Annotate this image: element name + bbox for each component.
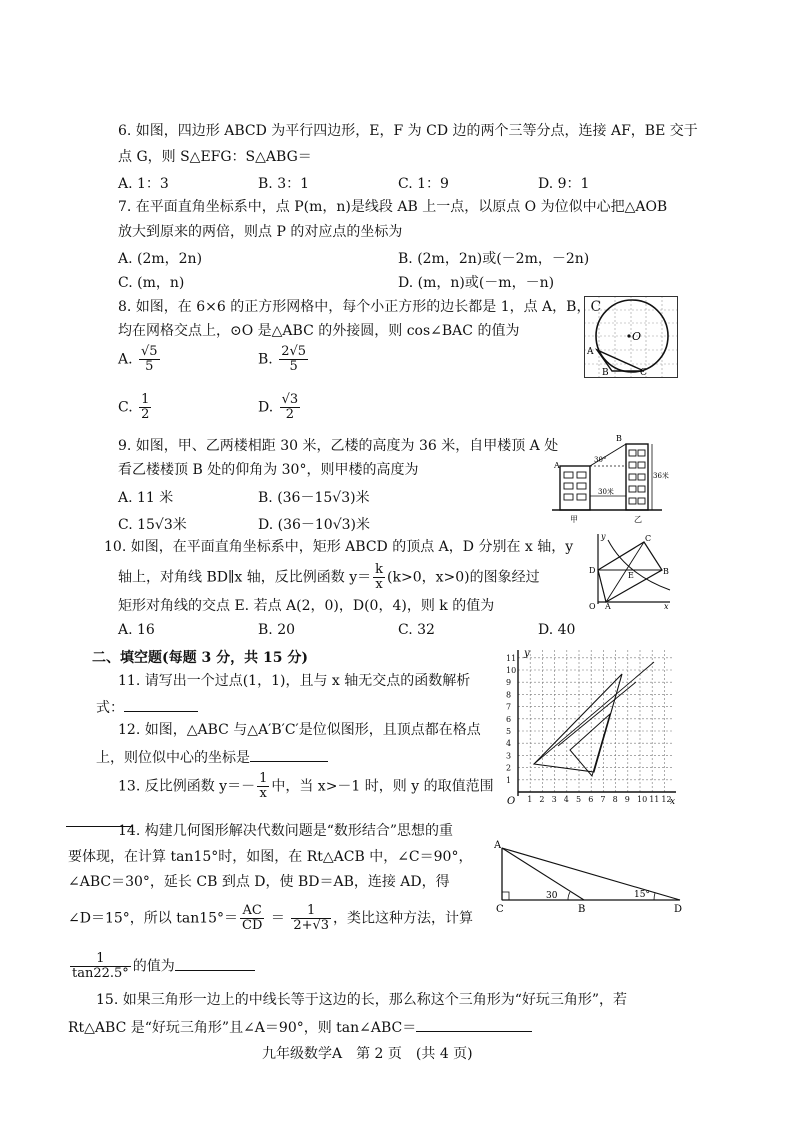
q10-label-o: O: [589, 602, 596, 610]
q14-figure: [494, 836, 686, 916]
q8-label-a: A: [587, 347, 594, 357]
q10-label-b: B: [663, 567, 669, 576]
page-footer: 九年级数学A 第 2 页 (共 4 页): [262, 1046, 473, 1062]
grid-x-tick-label: 2: [539, 795, 545, 804]
q8-line1: 8. 如图，在 6×6 的正方形网格中，每个小正方形的边长都是 1，点 A，B，C: [118, 299, 602, 315]
q14-label-angle15: 15°: [634, 890, 650, 900]
q9-option-d: D. (36－10√3)米: [258, 517, 371, 533]
q9-option-b: B. (36－15√3)米: [258, 490, 370, 506]
grid-y-tick-label: 7: [506, 702, 512, 712]
q10-label-c: C: [645, 534, 652, 543]
grid-x-tick-label: 7: [600, 795, 606, 804]
q8-label-c: C: [640, 368, 647, 378]
q8-option-c: C. $\frac{1}{2}$: [118, 392, 150, 422]
grid-x-tick-label: 11: [649, 795, 660, 804]
grid-x-tick-label: 9: [624, 795, 630, 804]
grid-y-tick-label: 4: [506, 739, 512, 749]
q7-option-b: B. (2m，2n)或(－2m，－2n): [398, 251, 590, 267]
q8-label-o: O: [632, 330, 642, 343]
q7-option-d: D. (m，n)或(－m，－n): [398, 275, 555, 291]
q10-figure: [586, 530, 672, 610]
grid-x-tick-label: 3: [551, 795, 557, 804]
q9-line2: 看乙楼楼顶 B 处的仰角为 30°，则甲楼的高度为: [118, 462, 419, 478]
q10-label-y: y: [601, 532, 606, 541]
q15-answer-blank[interactable]: [416, 1017, 532, 1032]
q6-option-b: B. 3：1: [258, 176, 310, 192]
q8-label-b: B: [602, 368, 609, 378]
q11-answer-blank[interactable]: [124, 697, 198, 712]
grid-x-tick-label: 8: [612, 795, 618, 804]
grid-x-tick-label: 12: [661, 795, 672, 804]
q14-line4: ∠D＝15°，所以 tan15°＝ $\frac{AC}{CD}$ ＝ $\frac{1}{2+√3}$ ，类比这种方法，计算: [68, 903, 474, 933]
grid-x-tick-label: 4: [563, 795, 569, 804]
q14-label-d: D: [674, 904, 683, 915]
grid-y-tick-label: 3: [506, 751, 512, 761]
grid-y-tick-label: 1: [506, 775, 512, 785]
q9-option-c: C. 15√3米: [118, 517, 187, 533]
grid-y-tick-label: 10: [506, 666, 517, 675]
q11-line1: 11. 请写出一个过点(1，1)，且与 x 轴无交点的函数解析: [118, 673, 471, 689]
q11-line2: 式：: [96, 697, 198, 717]
q15-line1: 15. 如果三角形一边上的中线长等于这边的长，那么称这个三角形为“好玩三角形”，若: [96, 992, 628, 1008]
q14-answer-blank[interactable]: [175, 956, 255, 971]
q8-figure: [584, 296, 678, 378]
q9-label-dist: 30米: [598, 488, 614, 496]
q6-option-a: A. 1：3: [118, 176, 169, 192]
q14-label-angle30: 30: [546, 891, 558, 901]
q10-option-b: B. 20: [258, 622, 296, 638]
grid-x-tick-label: 1: [527, 795, 533, 804]
q8-option-b: B. $\frac{2√5}{5}$: [258, 344, 307, 374]
q8-line2: 均在网格交点上，⊙O 是△ABC 的外接圆，则 cos∠BAC 的值为: [118, 323, 520, 339]
q12-line1: 12. 如图，△ABC 与△A′B′C′是位似图形，且顶点都在格点: [118, 722, 481, 738]
grid-y-tick-label: 6: [506, 714, 512, 724]
q9-label-height: 36米: [653, 472, 669, 480]
q9-label-a: A: [554, 461, 560, 470]
q14-line3: ∠ABC＝30°，延长 CB 到点 D，使 BD＝AB，连接 AD，得: [68, 874, 450, 890]
q15-line2: Rt△ABC 是“好玩三角形”且∠A＝90°，则 tan∠ABC＝: [68, 1017, 532, 1037]
q14-label-b: B: [578, 904, 586, 915]
q14-label-a: A: [494, 840, 502, 851]
q6-option-c: C. 1：9: [398, 176, 449, 192]
q7-option-c: C. (m，n): [118, 275, 185, 291]
grid-y-tick-label: 8: [506, 690, 512, 700]
grid-y-tick-label: 11: [506, 653, 517, 663]
q14-line1: 14. 构建几何图形解决代数问题是“数形结合”思想的重: [118, 823, 454, 839]
grid-label-x: x: [670, 797, 676, 806]
grid-x-tick-label: 6: [588, 795, 594, 804]
grid-y-tick-label: 9: [506, 678, 512, 688]
q8-option-d: D. $\frac{√3}{2}$: [258, 392, 299, 422]
q6-line1: 6. 如图，四边形 ABCD 为平行四边形，E，F 为 CD 边的两个三等分点，连接 AF，BE 交于: [118, 123, 698, 139]
q10-option-a: A. 16: [118, 622, 155, 638]
grid-x-tick-label: 10: [637, 795, 648, 804]
q7-line2: 放大到原来的两倍，则点 P 的对应点的坐标为: [118, 224, 403, 240]
q9-label-b: B: [616, 434, 622, 443]
q8-option-a: A. $\frac{√5}{5}$: [118, 344, 158, 374]
q10-option-c: C. 32: [398, 622, 435, 638]
q14-line2: 要体现，在计算 tan15°时，如图，在 Rt△ACB 中，∠C＝90°，: [68, 849, 473, 865]
q10-label-e: E: [628, 571, 634, 580]
q6-option-d: D. 9：1: [538, 176, 590, 192]
q9-label-angle: 30°: [594, 456, 607, 464]
q7-line1: 7. 在平面直角坐标系中，点 P(m，n)是线段 AB 上一点，以原点 O 为位似中心把△AOB: [118, 199, 668, 215]
q7-option-a: A. (2m，2n): [118, 251, 203, 267]
q9-label-yi: 乙: [634, 515, 642, 524]
q9-label-jia: 甲: [570, 515, 578, 524]
q10-line2: 轴上，对角线 BD∥x 轴，反比例函数 y＝ $\frac{k}{x}$ (k>0，x>0)的图象经过: [118, 562, 540, 592]
q10-option-d: D. 40: [538, 622, 576, 638]
q6-line2: 点 G，则 S△EFG：S△ABG＝: [118, 149, 312, 165]
grid-y-tick-label: 5: [506, 727, 512, 736]
q10-label-a: A: [605, 602, 611, 610]
q9-figure: [550, 432, 670, 524]
q12-line2: 上，则位似中心的坐标是: [96, 747, 328, 767]
q10-line1: 10. 如图，在平面直角坐标系中，矩形 ABCD 的顶点 A，D 分别在 x 轴，y: [104, 539, 574, 555]
grid-y-tick-label: 2: [506, 763, 512, 773]
grid-label-origin: O: [507, 796, 516, 806]
grid-x-tick-label: 5: [576, 795, 582, 804]
q12-grid-figure: [504, 646, 680, 806]
q14-label-c: C: [496, 904, 504, 915]
q10-label-x: x: [664, 602, 669, 610]
q9-option-a: A. 11 米: [118, 490, 174, 506]
grid-label-y: y: [524, 648, 530, 659]
q13-line: 13. 反比例函数 y＝－ $\frac{1}{x}$ 中，当 x>－1 时，则 y 的取值范围: [118, 771, 494, 801]
q14-line5: $\frac{1}{\tan 22.5^\circ}$ 的值为: [68, 952, 255, 981]
q10-label-d: D: [589, 566, 596, 575]
section-2-heading: 二、填空题(每题 3 分，共 15 分): [92, 650, 308, 666]
q12-answer-blank[interactable]: [250, 747, 328, 762]
q10-line3: 矩形对角线的交点 E. 若点 A(2，0)，D(0，4)，则 k 的值为: [118, 598, 495, 614]
q9-line1: 9. 如图，甲、乙两楼相距 30 米，乙楼的高度为 36 米，自甲楼顶 A 处: [118, 438, 559, 454]
